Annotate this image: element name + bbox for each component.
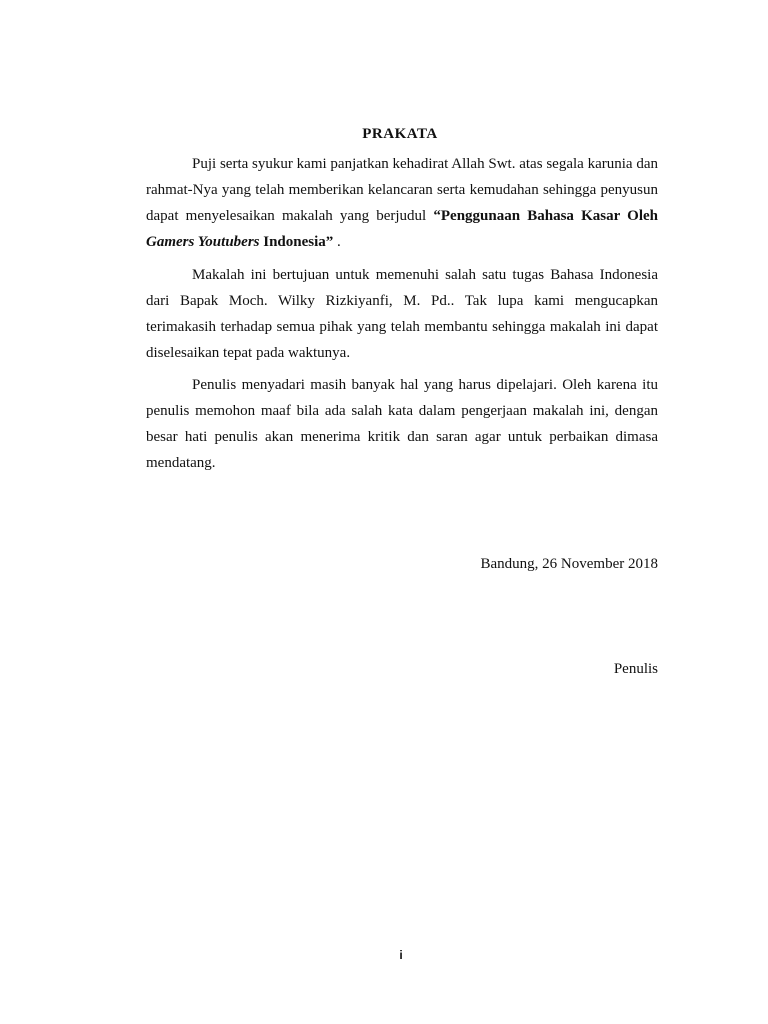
paragraph-2: Makalah ini bertujuan untuk memenuhi salah satu tugas Bahasa Indonesia dari Bapak Moch. Wilky Rizkiyanfi, M. Pd.. Tak lupa kami mengucapkan terimakasih terhadap semua pihak yang telah membantu sehingga makalah ini dapat diselesaikan tepat pada waktunya.	[146, 267, 658, 361]
place-date: Bandung, 26 November 2018	[480, 556, 658, 572]
paper-title-part-1: “Penggunaan Bahasa Kasar Oleh	[433, 208, 658, 224]
paper-title-italic: Gamers Youtubers	[146, 234, 260, 250]
page-number: i	[399, 948, 403, 962]
paper-title-part-2: Indonesia”	[259, 234, 334, 250]
paragraph-1-end: .	[333, 234, 341, 250]
paragraph-3: Penulis menyadari masih banyak hal yang harus dipelajari. Oleh karena itu penulis memohon maaf bila ada salah kata dalam pengerjaan makalah ini, dengan besar hati penulis akan menerima kritik dan saran agar untuk perbaikan dimasa mendatang.	[146, 377, 658, 471]
page-title: PRAKATA	[362, 126, 438, 142]
paragraph-1	[146, 151, 658, 255]
signer-name: Penulis	[613, 661, 658, 677]
paragraph-1-intro: Puji serta syukur kami panjatkan kehadirat Allah Swt. atas segala karunia dan rahmat-Nya yang telah memberikan kelancaran serta kemudahan sehingga penyusun dapat menyelesaikan makalah yang berjudul	[146, 156, 658, 224]
